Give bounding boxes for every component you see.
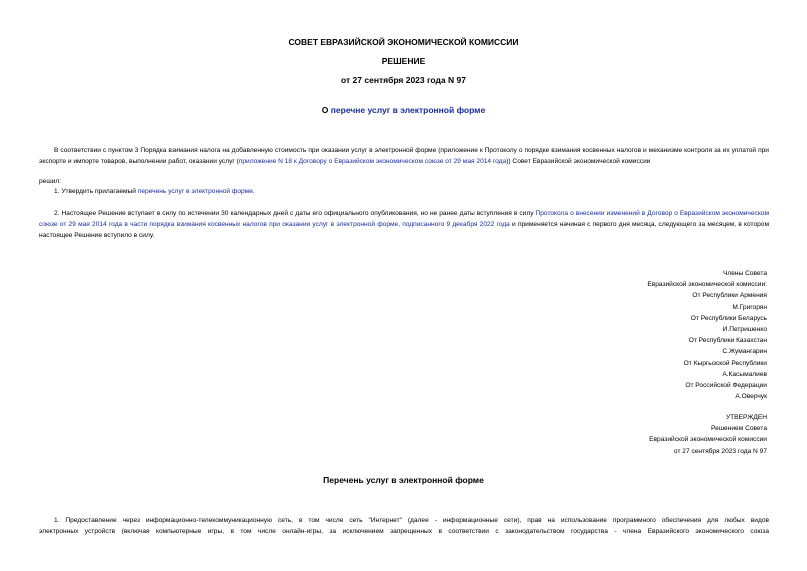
signature-line: От Кыргызской Республики bbox=[683, 359, 767, 367]
signature-line: Члены Совета bbox=[722, 270, 767, 277]
signature-line: Евразийской экономической комиссии: bbox=[647, 281, 767, 289]
council-heading: СОВЕТ ЕВРАЗИЙСКОЙ ЭКОНОМИЧЕСКОЙ КОМИССИИ bbox=[288, 37, 519, 47]
approved-line: от 27 сентября 2023 года N 97 bbox=[673, 447, 767, 455]
decision-title bbox=[0, 105, 807, 115]
approved-block bbox=[649, 412, 767, 457]
item-1-link[interactable]: перечень услуг в электронной форме bbox=[137, 188, 253, 195]
signatures-block bbox=[647, 268, 767, 402]
item-1-text-2: . bbox=[252, 188, 255, 195]
signature-line: От Российской Федерации bbox=[685, 382, 767, 390]
signature-line: От Республики Беларусь bbox=[690, 314, 767, 322]
list-title: Перечень услуг в электронной форме bbox=[323, 475, 484, 485]
preamble-text-2: )) Совет Евразийской экономической комиссии bbox=[506, 158, 651, 165]
decision-heading: РЕШЕНИЕ bbox=[381, 56, 426, 66]
approved-line: УТВЕРЖДЕН bbox=[725, 414, 767, 421]
item-1-text-1: 1. Утвердить прилагаемый bbox=[54, 188, 138, 195]
signature-line: От Республики Казахстан bbox=[688, 337, 767, 345]
decision-date: от 27 сентября 2023 года N 97 bbox=[341, 75, 466, 85]
item-1-paragraph bbox=[54, 186, 769, 197]
item-2-text-1: 2. Настоящее Решение вступает в силу по истечении 30 календарных дней с даты его официального опубликования, но не ранее даты вступления в силу bbox=[54, 210, 536, 217]
signature-line: А.Оверчук bbox=[735, 393, 767, 401]
signature-line: С.Жумангарин bbox=[722, 348, 767, 356]
resolved-label: решил: bbox=[39, 178, 61, 185]
list-item-1-line-2: электронных устройств (включая компьютерные игры, в том числе онлайн-игры, за исключением запрещенных в соответствии с законодательством государства - члена Евразийского экономического союза bbox=[39, 528, 769, 535]
item-2-text-2: и применяется начиная с первого дня месяца, следующего за месяцем, в котором настоящее Решение вступило в силу. bbox=[39, 221, 769, 239]
signature-line: От Республики Армения bbox=[692, 292, 767, 300]
signature-line: М.Григорян bbox=[732, 303, 767, 311]
approved-line: Решением Совета bbox=[710, 425, 767, 433]
item-2-paragraph bbox=[39, 208, 769, 241]
decision-title-link[interactable]: перечне услуг в электронной форме bbox=[330, 105, 486, 115]
item-2-link[interactable]: Протокола о внесении изменений в Договор о Евразийском экономическом союзе от 29 мая 2014 года в части порядка взимания косвенных налогов при оказании услуг в электронной форме, подписанного 9 декабря 2022 года bbox=[39, 210, 769, 228]
approved-line: Евразийской экономической комиссии bbox=[649, 436, 767, 444]
decision-title-prefix: О bbox=[321, 105, 331, 115]
preamble-paragraph bbox=[39, 145, 769, 167]
signature-line: И.Петришенко bbox=[722, 326, 767, 334]
preamble-text-1: В соответствии с пунктом 3 Порядка взимания налога на добавленную стоимость при оказании услуг в электронной форме (приложение к Протоколу о порядке взимания косвенных налогов и механизме контроля за их уплатой при экспорте и импорте товаров, выполнении работ, оказании услуг ( bbox=[39, 147, 769, 165]
preamble-link[interactable]: приложение N 18 к Договору о Евразийском экономическом союзе от 29 мая 2014 года bbox=[238, 158, 507, 165]
list-item-1-line-1: 1. Предоставление через информационно-телекоммуникационную сеть, в том числе сеть "Интернет" (далее - информационные сети), прав на использование программного обеспечения для любых видов bbox=[54, 517, 769, 524]
signature-line: А.Касымалиев bbox=[722, 370, 767, 378]
